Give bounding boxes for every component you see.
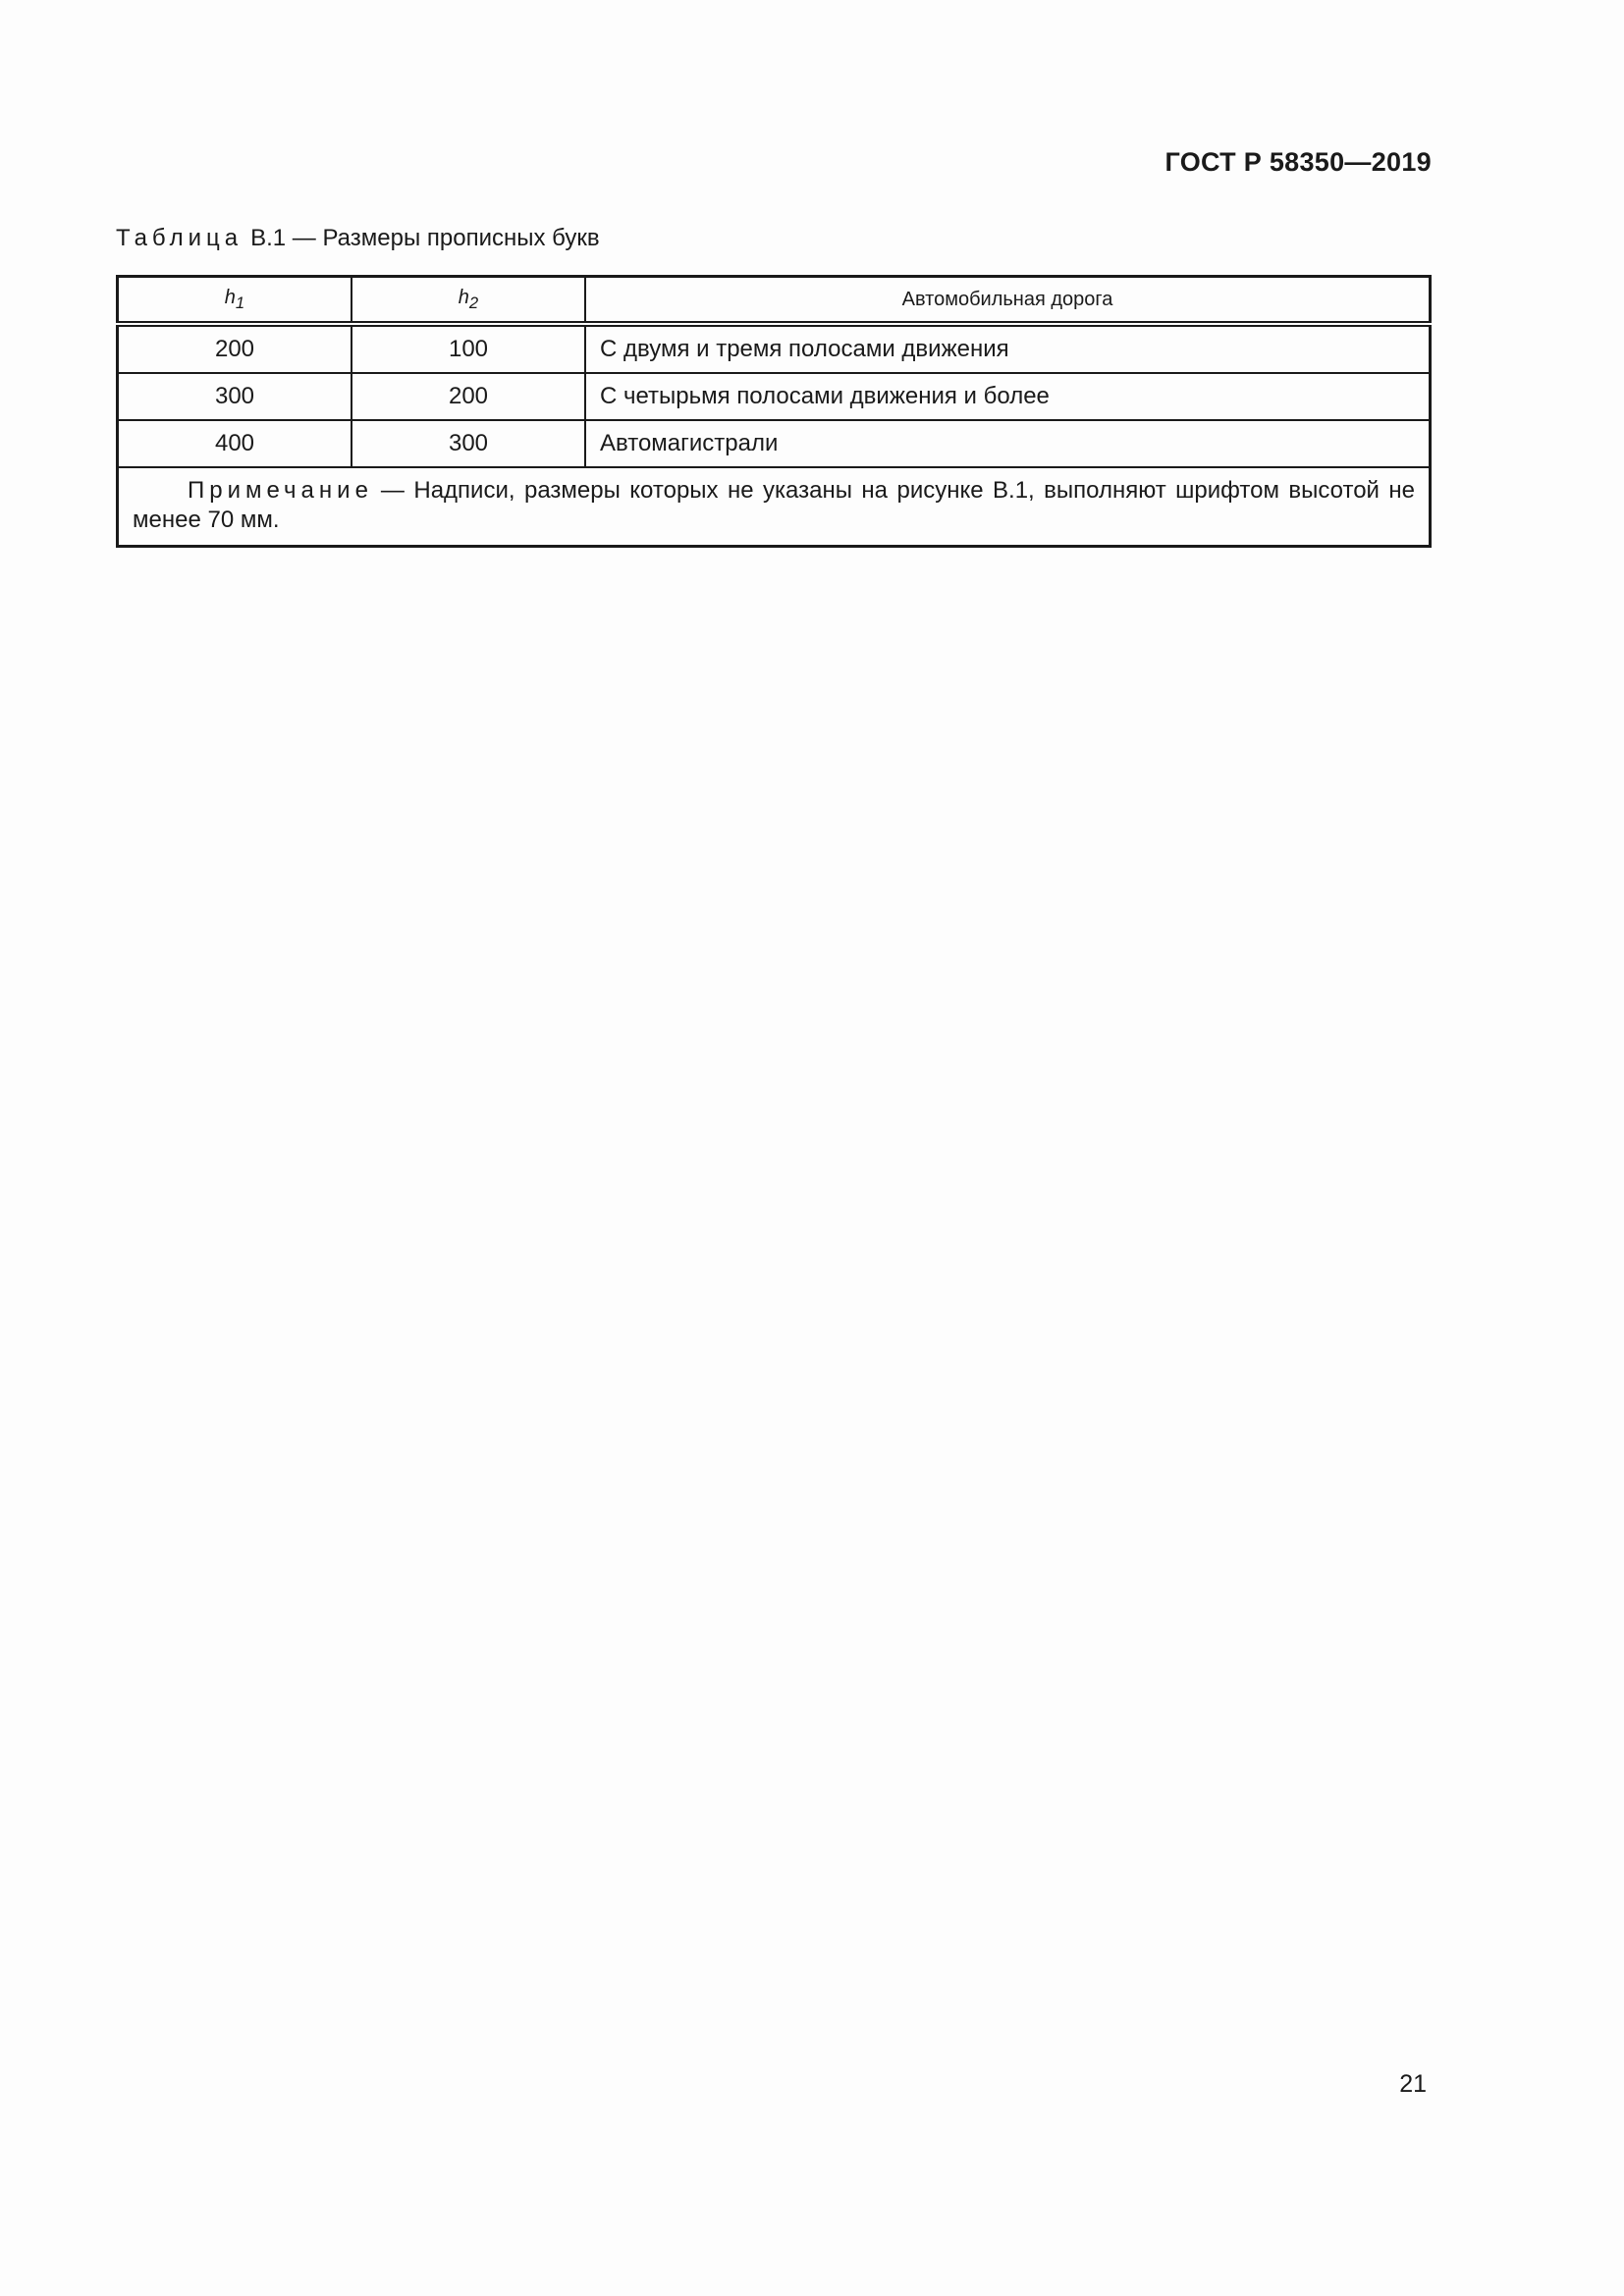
cell-h2: 200	[352, 373, 585, 420]
table-row	[118, 420, 1431, 467]
page-number: 21	[1399, 2070, 1427, 2098]
column-header-h2	[352, 277, 585, 325]
table-note-row	[118, 467, 1431, 547]
table-caption-label: Таблица	[116, 225, 244, 251]
cell-road: С четырьмя полосами движения и более	[585, 373, 1431, 420]
letter-size-table	[116, 275, 1432, 548]
cell-h2: 100	[352, 324, 585, 373]
cell-h2: 300	[352, 420, 585, 467]
table-caption	[116, 225, 600, 252]
cell-h1: 200	[118, 324, 352, 373]
table-header-row	[118, 277, 1431, 325]
h1-subscript: 1	[235, 293, 245, 312]
document-code: ГОСТ Р 58350—2019	[1164, 147, 1432, 177]
table-note	[118, 467, 1431, 547]
cell-h1: 400	[118, 420, 352, 467]
note-label: Примечание	[188, 477, 373, 504]
table-caption-text: В.1 — Размеры прописных букв	[250, 225, 600, 251]
h1-symbol: h	[224, 286, 236, 308]
column-header-h1	[118, 277, 352, 325]
note-text: — Надписи, размеры которых не указаны на рисунке В.1, выполняют шрифтом высотой не менее 70 мм.	[133, 477, 1415, 533]
table-row	[118, 324, 1431, 373]
column-header-road: Автомобильная дорога	[585, 277, 1431, 325]
h2-symbol: h	[458, 286, 469, 308]
cell-h1: 300	[118, 373, 352, 420]
table-row	[118, 373, 1431, 420]
cell-road: С двумя и тремя полосами движения	[585, 324, 1431, 373]
cell-road: Автомагистрали	[585, 420, 1431, 467]
h2-subscript: 2	[468, 293, 479, 312]
table-container	[116, 275, 1432, 548]
